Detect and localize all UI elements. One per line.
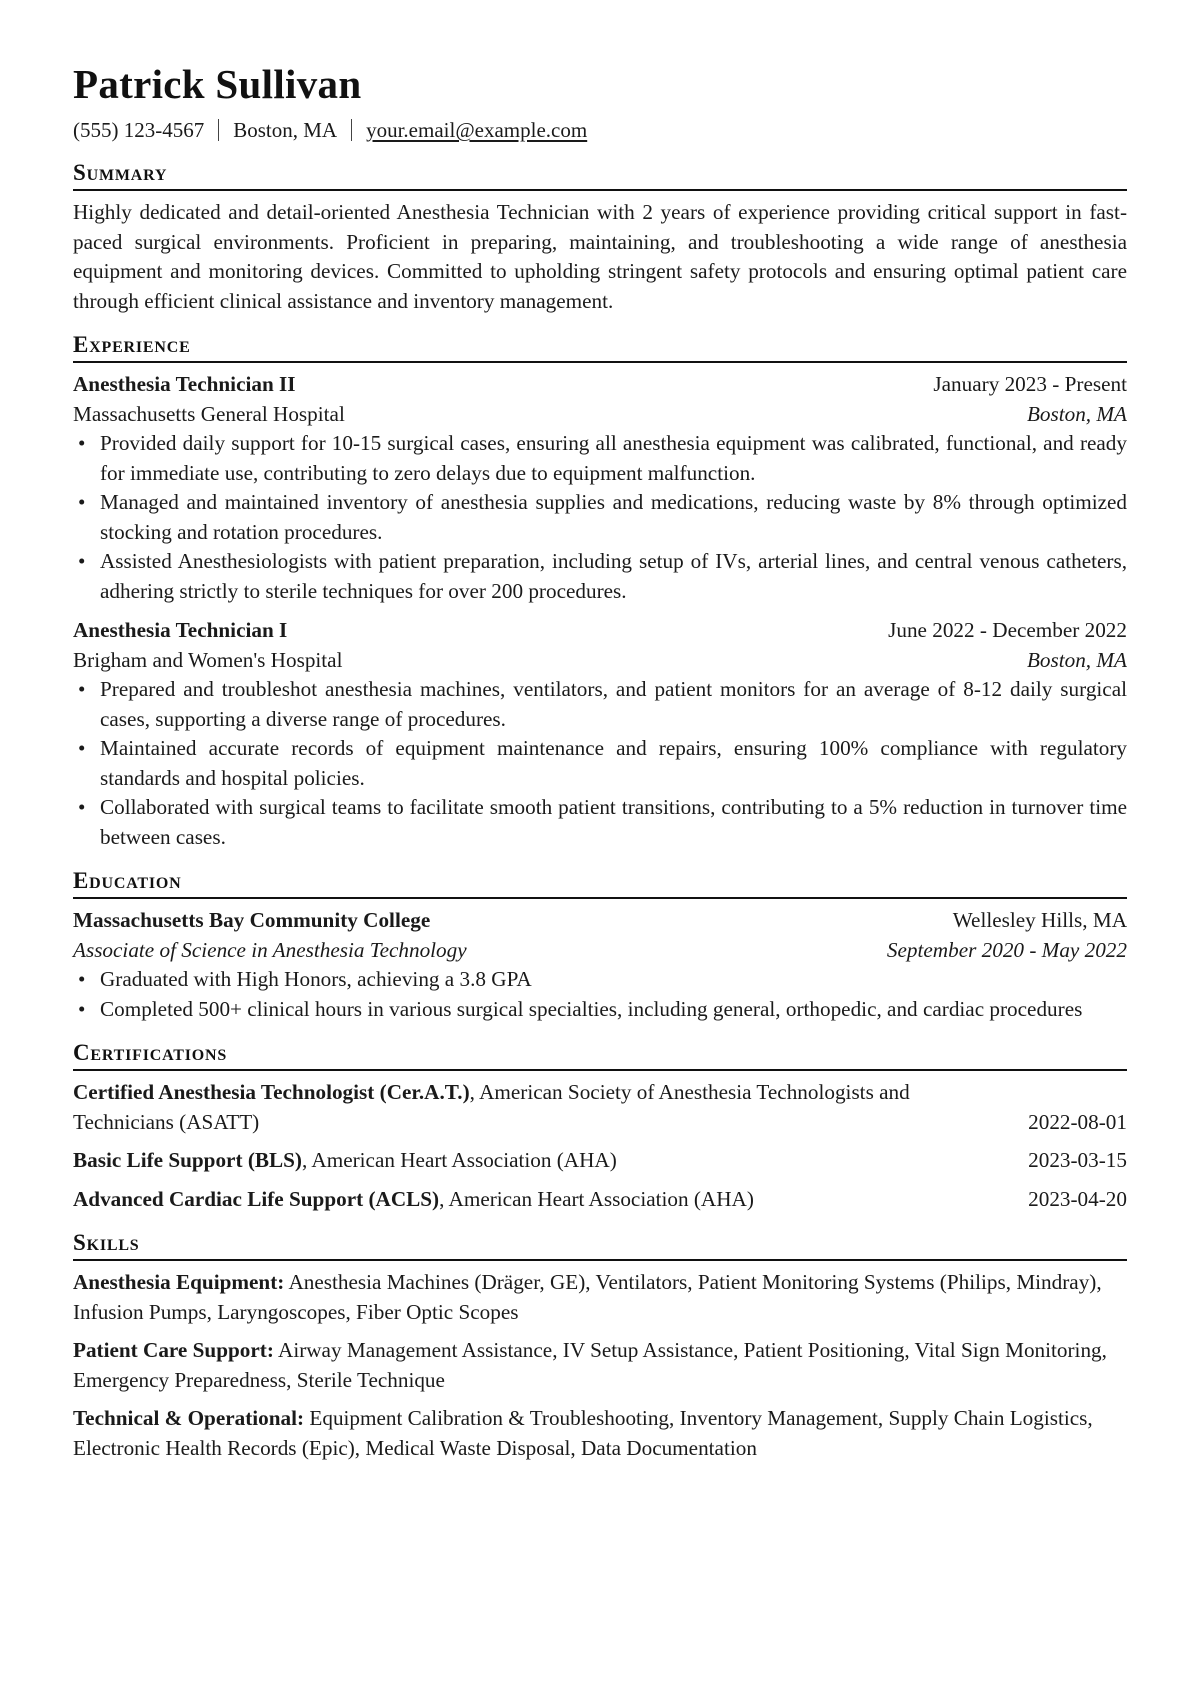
education-section	[73, 866, 1127, 1024]
phone-number: (555) 123-4567	[73, 118, 205, 142]
job-dates: January 2023 - Present	[933, 372, 1127, 396]
contact-line	[73, 116, 1127, 144]
skills-section	[73, 1228, 1127, 1463]
bullet-item: • Graduated with High Honors, achieving a 3.8 GPA	[100, 965, 1127, 995]
job-location: Boston, MA	[1026, 401, 1127, 426]
contact-separator	[351, 119, 352, 141]
section-divider	[73, 1259, 1127, 1261]
certifications-section	[73, 1038, 1127, 1214]
experience-section	[73, 330, 1127, 852]
bullet-item: • Provided daily support for 10-15 surgical cases, ensuring all anesthesia equipment was calibrated, functional, and ready for immediate use, contributing to zero delays due to equipment malfunction.	[100, 429, 1127, 488]
institution-location: Wellesley Hills, MA	[952, 908, 1127, 932]
company-name: Brigham and Women's Hospital	[73, 647, 343, 672]
education-bullets	[73, 965, 1127, 1024]
job-entry	[73, 370, 1127, 606]
section-heading: Skills	[73, 1230, 140, 1255]
certification-name: Advanced Cardiac Life Support (ACLS)	[73, 1186, 440, 1211]
certification-item	[73, 1146, 1127, 1176]
skill-group-label: Anesthesia Equipment:	[73, 1270, 285, 1294]
skill-group	[73, 1404, 1127, 1463]
summary-section	[73, 158, 1127, 316]
certification-date: 2023-04-20	[1028, 1186, 1127, 1211]
job-title: Anesthesia Technician I	[73, 618, 288, 642]
job-title: Anesthesia Technician II	[73, 372, 296, 396]
certification-issuer: , American Heart Association (AHA)	[301, 1148, 617, 1172]
candidate-name: Patrick Sullivan	[73, 61, 362, 107]
skill-group-label: Patient Care Support:	[73, 1338, 274, 1362]
certification-item	[73, 1078, 1127, 1137]
section-divider	[73, 361, 1127, 363]
job-bullets	[73, 675, 1127, 852]
bullet-item: • Maintained accurate records of equipment maintenance and repairs, ensuring 100% compliance with regulatory standards and hospital policies.	[100, 734, 1127, 793]
section-divider	[73, 897, 1127, 899]
certification-date: 2022-08-01	[1028, 1109, 1127, 1134]
section-heading: Summary	[73, 160, 168, 185]
resume-page	[73, 56, 1127, 1463]
bullet-item: • Completed 500+ clinical hours in various surgical specialties, including general, orthopedic, and cardiac procedures	[100, 995, 1127, 1025]
certification-name: Basic Life Support (BLS)	[73, 1148, 302, 1172]
certification-item	[73, 1185, 1127, 1215]
institution-name: Massachusetts Bay Community College	[73, 908, 431, 932]
skill-group-items: Airway Management Assistance, IV Setup Assistance, Patient Positioning, Vital Sign Monitoring, Emergency Preparedness, Sterile Technique	[73, 1338, 1107, 1392]
location: Boston, MA	[233, 118, 338, 142]
degree-name: Associate of Science in Anesthesia Technology	[73, 937, 467, 962]
contact-separator	[218, 119, 219, 141]
skill-group	[73, 1336, 1127, 1395]
section-heading: Certifications	[73, 1040, 228, 1065]
bullet-item: • Prepared and troubleshot anesthesia machines, ventilators, and patient monitors for an average of 8-12 daily surgical cases, supporting a diverse range of procedures.	[100, 675, 1127, 734]
company-name: Massachusetts General Hospital	[73, 401, 345, 426]
section-heading: Experience	[73, 332, 191, 357]
email-link[interactable]: your.email@example.com	[366, 118, 588, 142]
skill-group-items: Equipment Calibration & Troubleshooting, Inventory Management, Supply Chain Logistics, Electronic Health Records (Epic), Medical Waste Disposal, Data Documentation	[73, 1406, 1093, 1460]
job-entry	[73, 616, 1127, 852]
education-entry	[73, 906, 1127, 1024]
certification-issuer-continued: Technicians (ASATT)	[73, 1109, 260, 1134]
section-divider	[73, 1069, 1127, 1071]
certification-date: 2023-03-15	[1028, 1148, 1127, 1172]
section-heading: Education	[73, 868, 182, 893]
summary-text: Highly dedicated and detail-oriented Anesthesia Technician with 2 years of experience providing critical support in fast-paced surgical environments. Proficient in preparing, maintaining, and troubleshooting a wide range of anesthesia equipment and monitoring devices. Committed to upholding stringent safety protocols and ensuring optimal patient care through efficient clinical assistance and inventory management.	[73, 200, 1127, 313]
job-dates: June 2022 - December 2022	[888, 618, 1127, 642]
certification-name: Certified Anesthesia Technologist (Cer.A.T.)	[73, 1080, 470, 1104]
resume-header	[73, 56, 1127, 144]
skill-group-items: Anesthesia Machines (Dräger, GE), Ventilators, Patient Monitoring Systems (Philips, Mindray), Infusion Pumps, Laryngoscopes, Fiber Optic Scopes	[73, 1270, 1102, 1324]
certification-issuer: , American Heart Association (AHA)	[439, 1186, 754, 1211]
bullet-item: • Collaborated with surgical teams to facilitate smooth patient transitions, contributing to a 5% reduction in turnover time between cases.	[100, 793, 1127, 852]
education-dates: September 2020 - May 2022	[886, 937, 1127, 962]
bullet-item: • Managed and maintained inventory of anesthesia supplies and medications, reducing waste by 8% through optimized stocking and rotation procedures.	[100, 488, 1127, 547]
certification-issuer: , American Society of Anesthesia Technologists and	[469, 1080, 910, 1104]
section-divider	[73, 189, 1127, 191]
skill-group-label: Technical & Operational:	[73, 1406, 305, 1430]
skill-group	[73, 1268, 1127, 1327]
job-bullets	[73, 429, 1127, 606]
bullet-item: • Assisted Anesthesiologists with patient preparation, including setup of IVs, arterial lines, and central venous catheters, adhering strictly to sterile techniques for over 200 procedures.	[100, 547, 1127, 606]
job-location: Boston, MA	[1026, 647, 1127, 672]
